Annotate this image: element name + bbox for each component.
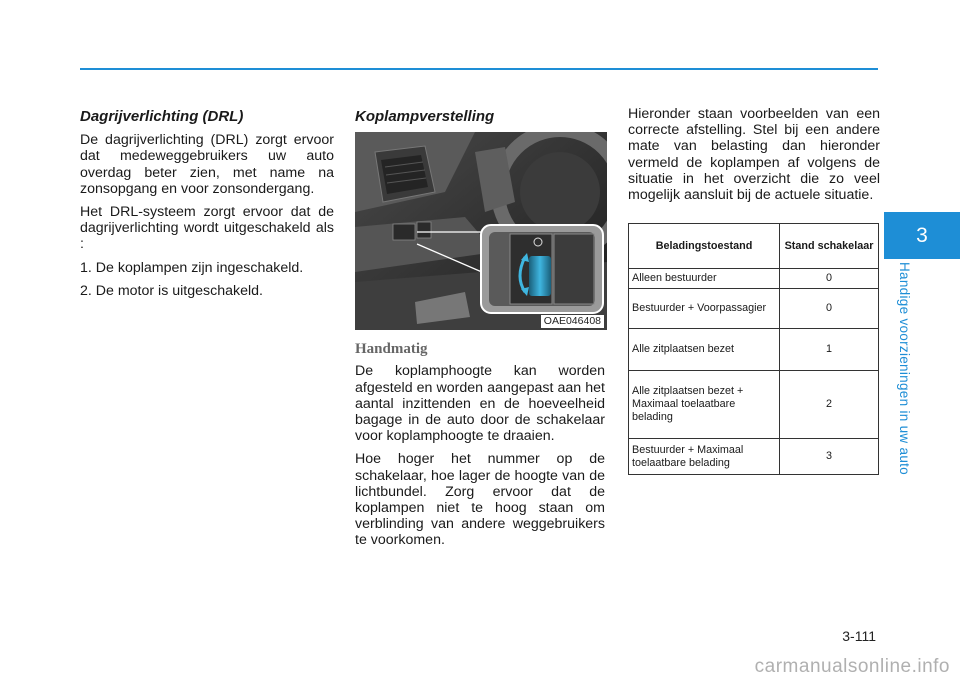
top-rule [80,68,878,70]
table-row [629,329,879,371]
leveling-title: Koplampverstelling [355,108,495,125]
column-drl [80,106,334,306]
column-leveling [355,106,605,556]
column-examples [628,106,880,475]
chapter-tab: 3 [884,212,960,259]
drl-para-2: Het DRL-systeem zorgt ervoor dat de dagrijverlichting wordt uitgeschakeld als : [80,204,334,253]
examples-intro: Hieronder staan voorbeelden van een correcte afstelling. Stel bij een andere mate van belasting dan hieronder vermeld de koplampen af volgens de situatie in het overzicht die zo veel mogelijk aansluit bij de actuele situatie. [628,106,880,204]
table-row [629,289,879,329]
load-table [628,223,879,475]
table-row [629,439,879,475]
chapter-label [897,262,924,482]
header-switch: Stand schakelaar [780,224,879,269]
watermark: carmanualsonline.info [754,656,950,677]
row-condition: Alleen bestuurder [629,269,780,289]
row-condition: Bestuurder + Maximaal toelaatbare belading [629,439,780,475]
dashboard-illustration [355,132,607,330]
figure-code: OAE046408 [541,315,604,328]
row-value: 2 [780,371,879,439]
table-row [629,371,879,439]
dashboard-figure [355,132,607,330]
row-value: 0 [780,289,879,329]
drl-item-2: 2. De motor is uitgeschakeld. [80,282,263,299]
chapter-label-text: Handige voorzieningen in uw auto [897,262,912,475]
leveling-para-2: Hoe hoger het nummer op de schakelaar, hoe lager de hoogte van de lichtbundel. Zorg ervoor dat de koplampen niet te hoog staan om verblinding van andere weggebruikers te voorkomen. [355,451,605,549]
row-condition: Alle zitplaatsen bezet + Maximaal toelaatbare belading [629,371,780,439]
drl-title: Dagrijverlichting (DRL) [80,108,244,125]
table-header-row [629,224,879,269]
leveling-para-1: De koplamphoogte kan worden afgesteld en worden aangepast aan het aantal inzittenden en de hoeveelheid bagage in de auto door de schakelaar voor koplamphoogte te draaien. [355,363,605,445]
manual-subhead: Handmatig [355,341,428,358]
drl-item-1: 1. De koplampen zijn ingeschakeld. [80,259,304,276]
row-value: 3 [780,439,879,475]
header-condition: Beladingstoestand [629,224,780,269]
row-value: 0 [780,269,879,289]
row-condition: Alle zitplaatsen bezet [629,329,780,371]
row-value: 1 [780,329,879,371]
row-condition: Bestuurder + Voorpassagier [629,289,780,329]
table-row [629,269,879,289]
drl-para-1: De dagrijverlichting (DRL) zorgt ervoor dat medeweggebruikers uw auto overdag beter zien, met name na zonsopgang en voor zonsondergang. [80,132,334,197]
page-number: 3-111 [842,628,876,644]
